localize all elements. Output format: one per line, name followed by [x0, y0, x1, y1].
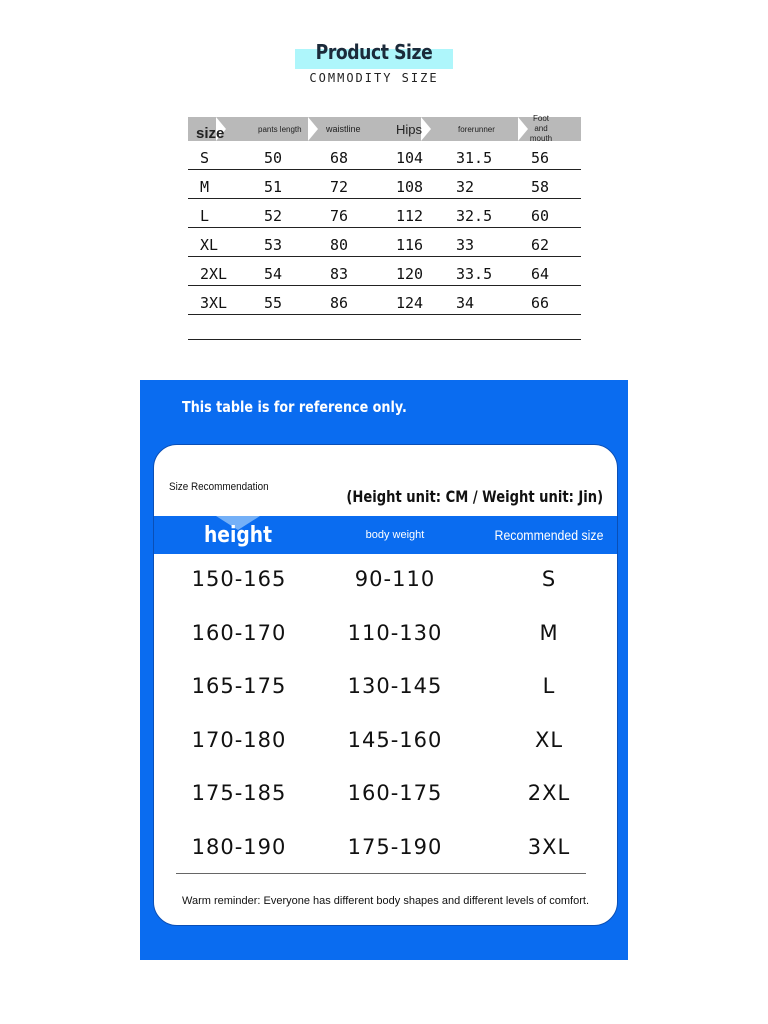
measurement-cell: 33.5	[456, 265, 493, 283]
measurement-cell: 80	[330, 236, 349, 254]
recommendation-row	[154, 557, 617, 607]
measurement-cell: 104	[396, 149, 424, 167]
header-size: size	[196, 124, 225, 142]
table-row	[188, 286, 581, 315]
table-row	[188, 199, 581, 228]
measurement-cell: 34	[456, 294, 475, 312]
recommendation-header	[154, 516, 617, 554]
height-range: 150-165	[191, 567, 287, 591]
reference-note: This table is for reference only.	[182, 398, 407, 416]
header-waistline: waistline	[326, 124, 361, 134]
measurement-cell: 66	[531, 294, 550, 312]
recommended-size: 2XL	[527, 781, 571, 806]
measurement-cell: 31.5	[456, 149, 493, 167]
measurement-cell: 58	[531, 178, 550, 196]
header-foot-and-mouth: Foot and mouth	[529, 114, 553, 143]
recommended-size: L	[542, 674, 556, 699]
measurement-cell: 68	[330, 149, 349, 167]
table-row	[188, 170, 581, 199]
weight-range: 160-175	[347, 781, 443, 806]
warm-reminder: Warm reminder: Everyone has different body shapes and different levels of comfort.	[182, 895, 589, 907]
height-range: 165-175	[191, 674, 287, 699]
weight-range: 110-130	[347, 620, 443, 645]
recommendation-row	[154, 825, 617, 875]
measurement-cell: 124	[396, 294, 424, 312]
height-range: 175-185	[191, 781, 287, 806]
weight-range: 175-190	[347, 835, 443, 859]
recommendation-card	[153, 444, 618, 926]
measurement-cell: 53	[264, 236, 283, 254]
table-row	[188, 257, 581, 286]
size-label: 3XL	[200, 294, 228, 312]
header-chevron-icon	[421, 117, 431, 141]
recommended-size: XL	[534, 727, 564, 752]
height-range: 160-170	[191, 620, 287, 645]
measurement-cell: 54	[264, 265, 283, 283]
table-row	[188, 141, 581, 170]
measurement-cell: 83	[330, 265, 349, 283]
table-row	[188, 228, 581, 257]
measurement-cell: 116	[396, 236, 424, 254]
header-height: height	[203, 522, 273, 548]
recommended-size: S	[541, 567, 557, 591]
measurement-cell: 51	[264, 178, 283, 196]
measurement-cell: 72	[330, 178, 349, 196]
height-range: 170-180	[191, 727, 287, 752]
measurement-cell: 76	[330, 207, 349, 225]
card-title: Size Recommendation	[169, 481, 269, 493]
size-chart-table	[188, 114, 581, 340]
measurement-cell: 60	[531, 207, 550, 225]
size-recommendation-panel	[140, 380, 628, 960]
size-chart-header	[188, 114, 581, 143]
recommendation-row	[154, 664, 617, 714]
weight-range: 130-145	[347, 674, 443, 699]
header-hips: Hips	[396, 121, 423, 137]
header-pants-length: pants length	[258, 124, 302, 134]
measurement-cell: 64	[531, 265, 550, 283]
weight-range: 145-160	[347, 727, 443, 752]
measurement-cell: 32.5	[456, 207, 493, 225]
recommendation-row	[154, 718, 617, 768]
header-recommended-size: Recommended size	[494, 527, 604, 543]
table-bottom-rule	[188, 315, 581, 340]
size-label: M	[200, 178, 210, 196]
height-range: 180-190	[191, 835, 287, 859]
size-label: S	[200, 149, 210, 167]
measurement-cell: 32	[456, 178, 475, 196]
measurement-cell: 108	[396, 178, 424, 196]
recommended-size: M	[539, 620, 559, 645]
measurement-cell: 55	[264, 294, 283, 312]
header-body-weight: body weight	[365, 529, 425, 541]
recommended-size: 3XL	[527, 835, 571, 859]
recommendation-row	[154, 771, 617, 821]
weight-range: 90-110	[354, 567, 436, 591]
measurement-cell: 52	[264, 207, 283, 225]
size-label: XL	[200, 236, 219, 254]
page-title: Product Size	[315, 40, 433, 64]
reminder-divider	[176, 873, 586, 874]
header-chevron-icon	[308, 117, 318, 141]
measurement-cell: 33	[456, 236, 475, 254]
unit-note: (Height unit: CM / Weight unit: Jin)	[346, 487, 603, 506]
measurement-cell: 86	[330, 294, 349, 312]
size-label: L	[200, 207, 210, 225]
page-subtitle: COMMODITY SIZE	[309, 71, 439, 85]
recommendation-row	[154, 611, 617, 661]
measurement-cell: 120	[396, 265, 424, 283]
measurement-cell: 112	[396, 207, 424, 225]
measurement-cell: 62	[531, 236, 550, 254]
size-label: 2XL	[200, 265, 228, 283]
measurement-cell: 56	[531, 149, 550, 167]
header-forerunner: forerunner	[458, 124, 495, 134]
measurement-cell: 50	[264, 149, 283, 167]
